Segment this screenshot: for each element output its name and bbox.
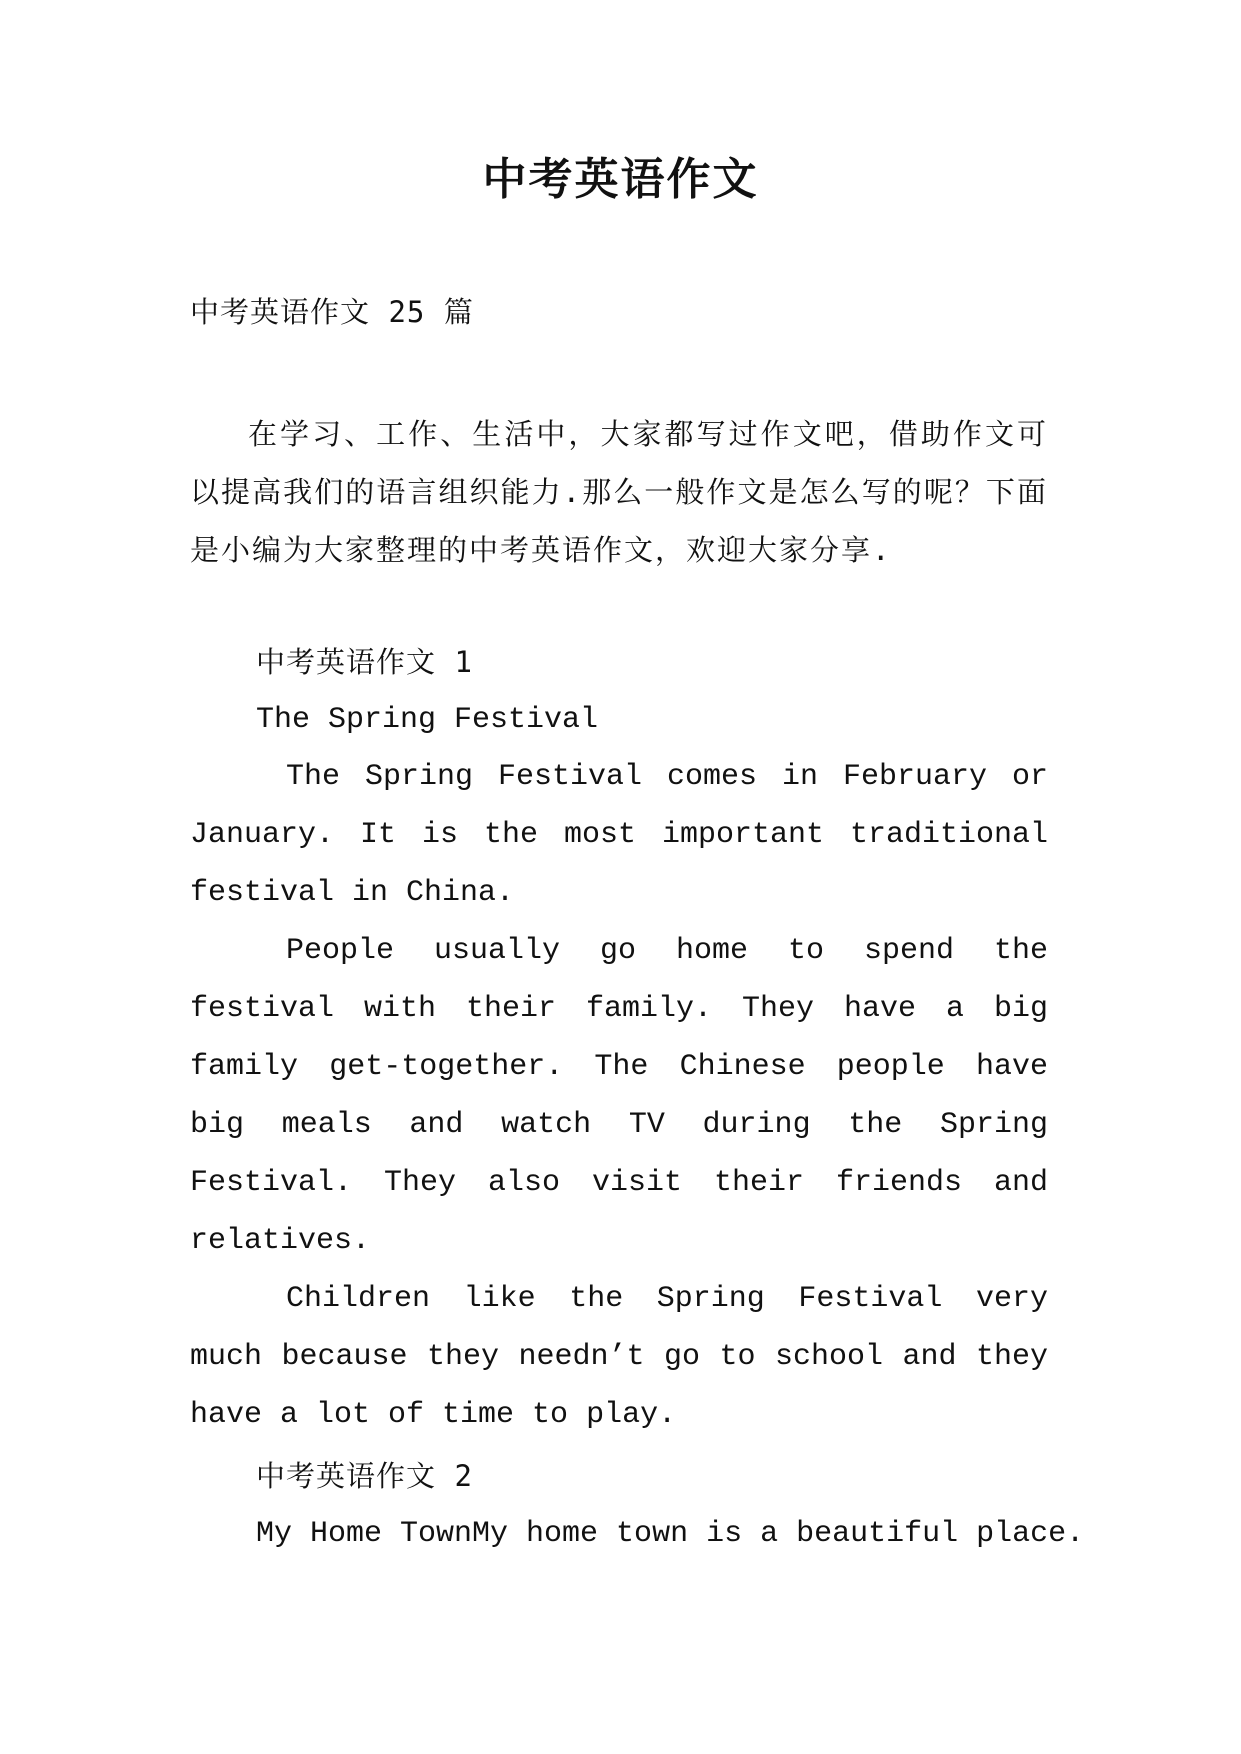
essay-body-1: [190, 748, 1048, 1444]
document-subtitle: 中考英语作文 25 篇: [190, 295, 474, 329]
essay-paragraph: The Spring Festival comes in February or January. It is the most important traditional festival in China.: [190, 760, 1048, 910]
essay-title-2: My Home TownMy home town is a beautiful place.: [256, 1517, 1085, 1551]
intro-paragraph: 在学习、工作、生活中，大家都写过作文吧，借助作文可以提高我们的语言组织能力.那么一般作文是怎么写的呢？下面是小编为大家整理的中考英语作文，欢迎大家分享.: [190, 417, 1048, 567]
document-title: 中考英语作文: [482, 154, 759, 205]
section-heading-2: 中考英语作文 2: [256, 1459, 473, 1493]
section-heading-1: 中考英语作文 1: [256, 645, 473, 679]
essay-paragraph: People usually go home to spend the festival with their family. They have a big family get-together. The Chinese people have big meals and watch TV during the Spring Festival. They also visit their friends and relatives.: [190, 934, 1048, 1258]
essay-paragraph: Children like the Spring Festival very much because they needn’t go to school and they have a lot of time to play.: [190, 1282, 1048, 1432]
essay-title-1: The Spring Festival: [256, 703, 599, 737]
